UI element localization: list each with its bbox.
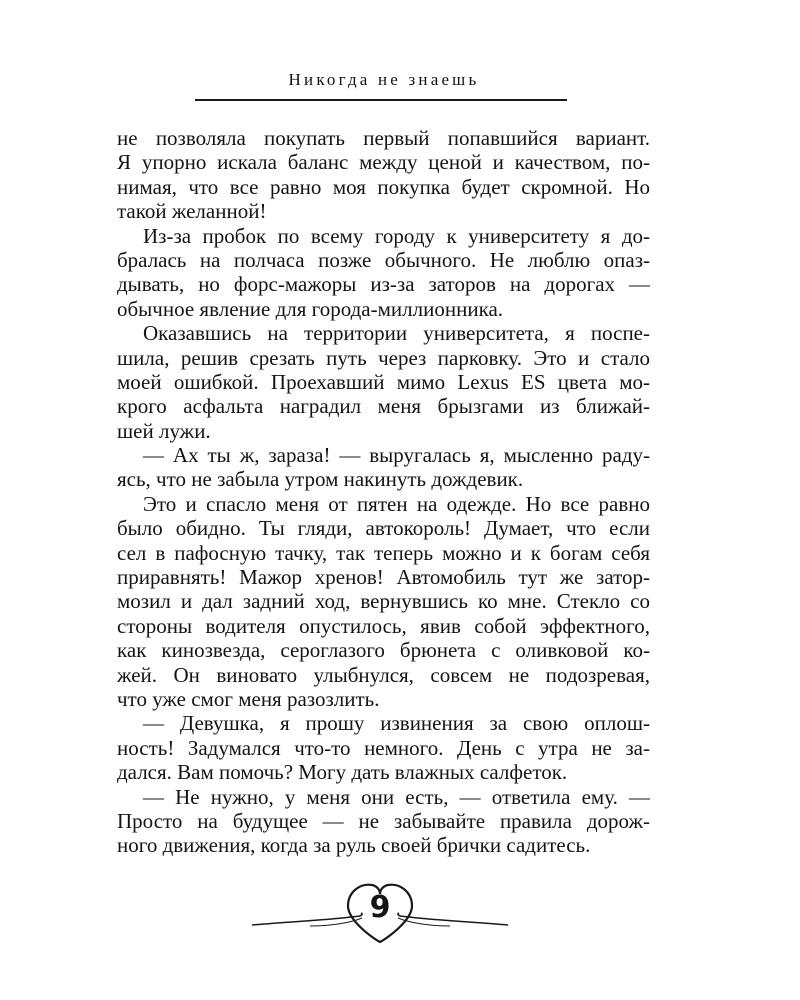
text-line: крого асфальта наградил меня брызгами из ближай- [117,394,650,419]
text-line: дывать, но форс-мажоры из-за заторов на дорогах — [117,272,650,297]
text-line: ного движения, когда за руль своей брички садитесь. [117,833,591,858]
page-header [195,70,567,101]
paragraph [117,321,650,443]
text-line: нимая, что все равно моя покупка будет скромной. Но [117,174,650,199]
text-line: сел в пафосную тачку, так теперь можно и к богам себя [117,540,650,565]
text-line: такой желанной! [117,199,267,224]
text-line: приравнять! Мажор хренов! Автомобиль тут же затор- [117,565,650,590]
page-footer [0,868,800,958]
paragraph [117,443,650,492]
text-line: ясь, что не забыла утром накинуть дождевик. [117,467,524,492]
paragraph [117,785,650,858]
text-line: Оказавшись на территории университета, я поспе- [143,321,650,346]
text-line: стороны водителя опустилось, явив собой эффектного, [117,613,650,638]
text-line: — Не нужно, у меня они есть, — ответила ему. — [143,784,650,809]
text-line: Это и спасло меня от пятен на одежде. Но все равно [143,491,650,516]
paragraph [117,711,650,784]
text-line: — Ах ты ж, зараза! — выругалась я, мысленно раду- [143,443,650,468]
text-line: жей. Он виновато улыбнулся, совсем не подозревая, [117,662,650,687]
text-line: что уже смог меня разозлить. [117,686,380,711]
text-line: ность! Задумался что-то немного. День с утра не за- [117,735,650,760]
running-title: Никогда не знаешь [288,70,480,89]
text-line: шей лужи. [117,418,211,443]
text-line: обычное явление для города-миллионника. [117,296,504,321]
page-number: 9 [369,890,391,925]
text-line: как кинозвезда, сероглазого брюнета с оливковой ко- [117,638,650,663]
text-line: бралась на полчаса позже обычного. Не люблю опаз- [117,247,650,272]
text-line: не позволяла покупать первый попавшийся вариант. [117,126,650,150]
header-rule [195,99,567,101]
text-line: моей ошибкой. Проехавший мимо Lexus ES цвета мо- [117,369,650,394]
text-line: Я упорно искала баланс между ценой и качеством, по- [117,150,650,175]
text-line: Просто на будущее — не забывайте правила дорож- [117,808,650,833]
text-line: мозил и дал задний ход, вернувшись ко мне. Стекло со [117,589,650,614]
text-line: дался. Вам помочь? Могу дать влажных салфеток. [117,760,568,785]
paragraph [117,492,650,712]
text-line: — Девушка, я прошу извинения за свою оплош- [143,711,650,736]
paragraph [117,126,650,224]
paragraph [117,224,650,322]
text-line: шила, решив срезать путь через парковку. Это и стало [117,345,650,370]
body-text [117,126,650,858]
text-line: было обидно. Ты гляди, автокороль! Думает, что если [117,516,650,541]
text-line: Из-за пробок по всему городу к университету я до- [143,223,650,248]
